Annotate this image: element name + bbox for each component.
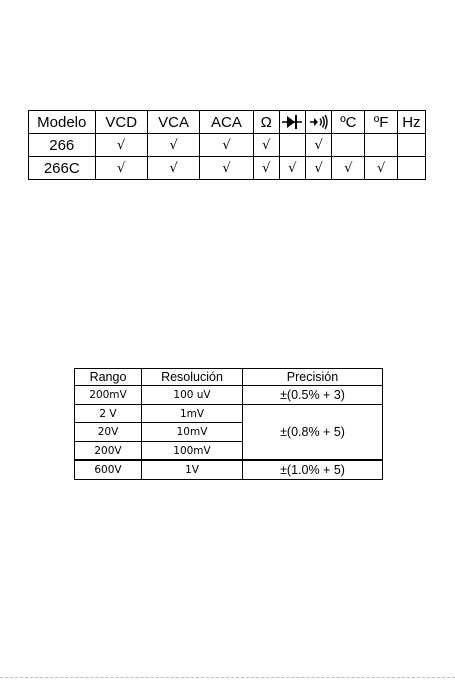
model-feature-table xyxy=(28,110,426,180)
check-cell: √ xyxy=(332,157,365,180)
header-range: Rango xyxy=(75,369,142,386)
continuity-icon xyxy=(309,114,329,130)
resolution-cell: 100mV xyxy=(142,441,243,460)
check-cell: √ xyxy=(95,157,147,180)
check-cell xyxy=(397,157,425,180)
header-resolution: Resolución xyxy=(142,369,243,386)
header-fahrenheit: ºF xyxy=(365,111,397,134)
header-celsius: ºC xyxy=(332,111,365,134)
check-cell: √ xyxy=(147,157,199,180)
resolution-cell: 10mV xyxy=(142,423,243,442)
header-vca: VCA xyxy=(147,111,199,134)
check-cell: √ xyxy=(279,157,305,180)
header-aca: ACA xyxy=(200,111,253,134)
check-cell xyxy=(279,134,305,157)
page-bottom-divider xyxy=(0,677,455,678)
check-cell xyxy=(365,134,397,157)
range-row xyxy=(75,404,383,423)
feature-row-266 xyxy=(29,134,426,157)
check-cell: √ xyxy=(253,157,279,180)
range-cell: 20V xyxy=(75,423,142,442)
check-cell: √ xyxy=(365,157,397,180)
check-cell: √ xyxy=(95,134,147,157)
range-row xyxy=(75,460,383,479)
resolution-cell: 100 uV xyxy=(142,386,243,405)
precision-cell: ±(0.5% + 3) xyxy=(243,386,383,405)
resolution-cell: 1V xyxy=(142,460,243,479)
range-cell: 2 V xyxy=(75,404,142,423)
range-cell: 200mV xyxy=(75,386,142,405)
model-cell: 266 xyxy=(29,134,96,157)
header-ohm: Ω xyxy=(253,111,279,134)
check-cell: √ xyxy=(200,134,253,157)
range-cell: 200V xyxy=(75,441,142,460)
header-continuity xyxy=(306,111,332,134)
range-row xyxy=(75,386,383,405)
check-cell: √ xyxy=(306,134,332,157)
check-cell: √ xyxy=(200,157,253,180)
model-cell: 266C xyxy=(29,157,96,180)
precision-cell: ±(0.8% + 5) xyxy=(243,404,383,460)
feature-header-row xyxy=(29,111,426,134)
header-precision: Precisión xyxy=(243,369,383,386)
header-model: Modelo xyxy=(29,111,96,134)
header-vcd: VCD xyxy=(95,111,147,134)
precision-cell: ±(1.0% + 5) xyxy=(243,460,383,479)
check-cell xyxy=(332,134,365,157)
resolution-cell: 1mV xyxy=(142,404,243,423)
check-cell: √ xyxy=(147,134,199,157)
diode-icon xyxy=(281,114,303,130)
header-diode xyxy=(279,111,305,134)
range-header-row xyxy=(75,369,383,386)
header-hz: Hz xyxy=(397,111,425,134)
check-cell: √ xyxy=(306,157,332,180)
range-resolution-table xyxy=(74,368,383,480)
range-cell: 600V xyxy=(75,460,142,479)
check-cell: √ xyxy=(253,134,279,157)
check-cell xyxy=(397,134,425,157)
feature-row-266c xyxy=(29,157,426,180)
